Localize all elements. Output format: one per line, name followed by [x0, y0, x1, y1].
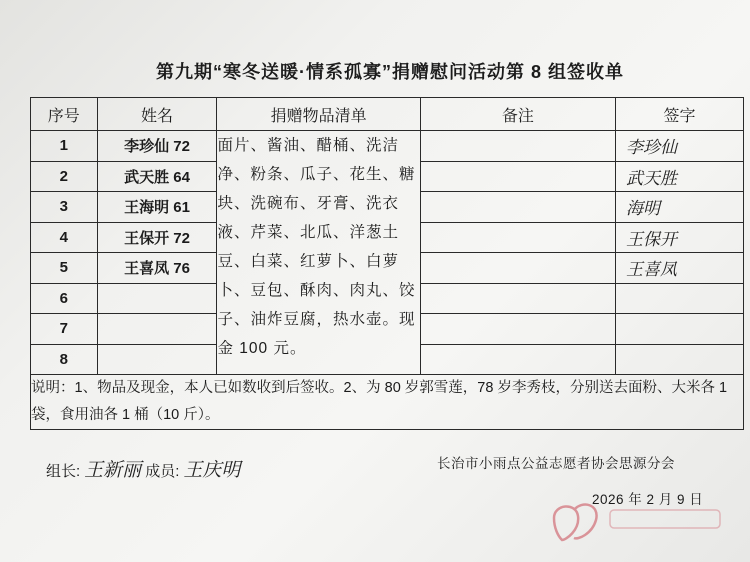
header-no: 序号: [31, 98, 98, 131]
member-label: 成员:: [145, 463, 180, 480]
note-text: 说明：1、物品及现金，本人已如数收到后签收。2、为 80 岁郭雪莲，78 岁李秀枝，分别送去面粉、大米各 1 袋，食用油各 1 桶（10 斤）。: [31, 375, 744, 430]
row-no: 3: [31, 192, 98, 223]
table-row: [31, 131, 744, 162]
row-name: [97, 314, 217, 345]
organization-name: 长治市小雨点公益志愿者协会思源分会: [437, 456, 675, 471]
items-list: 面片、酱油、醋桶、洗洁净、粉条、瓜子、花生、糖块、洗碗布、牙膏、洗衣液、芹菜、北瓜、洋葱土豆、白菜、红萝卜、白萝卜、豆包、酥肉、肉丸、饺子、油炸豆腐，热水壶。现金 100 元。: [217, 131, 420, 375]
row-name: [97, 283, 217, 314]
row-signature-cell: [616, 253, 744, 284]
row-signature: 武天胜: [626, 168, 678, 189]
row-signature-cell: [616, 344, 744, 375]
member-signature: 王庆明: [183, 459, 241, 481]
row-no: 8: [31, 344, 98, 375]
row-name: 李珍仙 72: [97, 131, 217, 162]
header-signature: 签字: [616, 98, 744, 131]
row-name: 王保开 72: [97, 222, 217, 253]
table-header-row: [31, 98, 744, 131]
row-name: 王海明 61: [97, 192, 217, 223]
row-note: [420, 314, 615, 345]
row-signature-cell: [616, 131, 744, 162]
row-note: [420, 283, 615, 314]
row-signature-cell: [616, 192, 744, 223]
row-no: 2: [31, 161, 98, 192]
row-name: 王喜凤 76: [97, 253, 217, 284]
row-name: 武天胜 64: [97, 161, 217, 192]
header-items: 捐赠物品清单: [217, 98, 420, 131]
leader-signature: 王新丽: [84, 459, 142, 481]
row-no: 6: [31, 283, 98, 314]
row-note: [420, 344, 615, 375]
header-name: 姓名: [97, 98, 217, 131]
row-no: 7: [31, 314, 98, 345]
row-signature: 海明: [626, 199, 661, 219]
row-signature-cell: [616, 283, 744, 314]
row-note: [420, 253, 615, 284]
row-name: [97, 344, 217, 375]
row-note: [420, 131, 615, 162]
row-signature-cell: [616, 222, 744, 253]
row-note: [420, 192, 615, 223]
document-title: 第九期“寒冬送暖·情系孤寡”捐赠慰问活动第 8 组签收单: [155, 62, 624, 82]
leader-label: 组长:: [46, 463, 81, 480]
row-note: [420, 222, 615, 253]
footer-row: [31, 375, 744, 430]
row-signature: 李珍仙: [626, 138, 678, 158]
row-no: 5: [31, 253, 98, 284]
header-note: 备注: [420, 98, 615, 131]
document-date: 2026 年 2 月 9 日: [592, 492, 704, 507]
row-signature-cell: [616, 314, 744, 345]
row-signature: 王保开: [626, 229, 678, 250]
row-signature-cell: [616, 161, 744, 192]
row-signature: 王喜凤: [626, 260, 678, 280]
row-no: 4: [31, 222, 98, 253]
row-no: 1: [31, 131, 98, 162]
sign-table: [30, 97, 744, 430]
row-note: [420, 161, 615, 192]
shanxi-net-logo-icon: [548, 496, 738, 544]
leader-line: [46, 455, 244, 482]
